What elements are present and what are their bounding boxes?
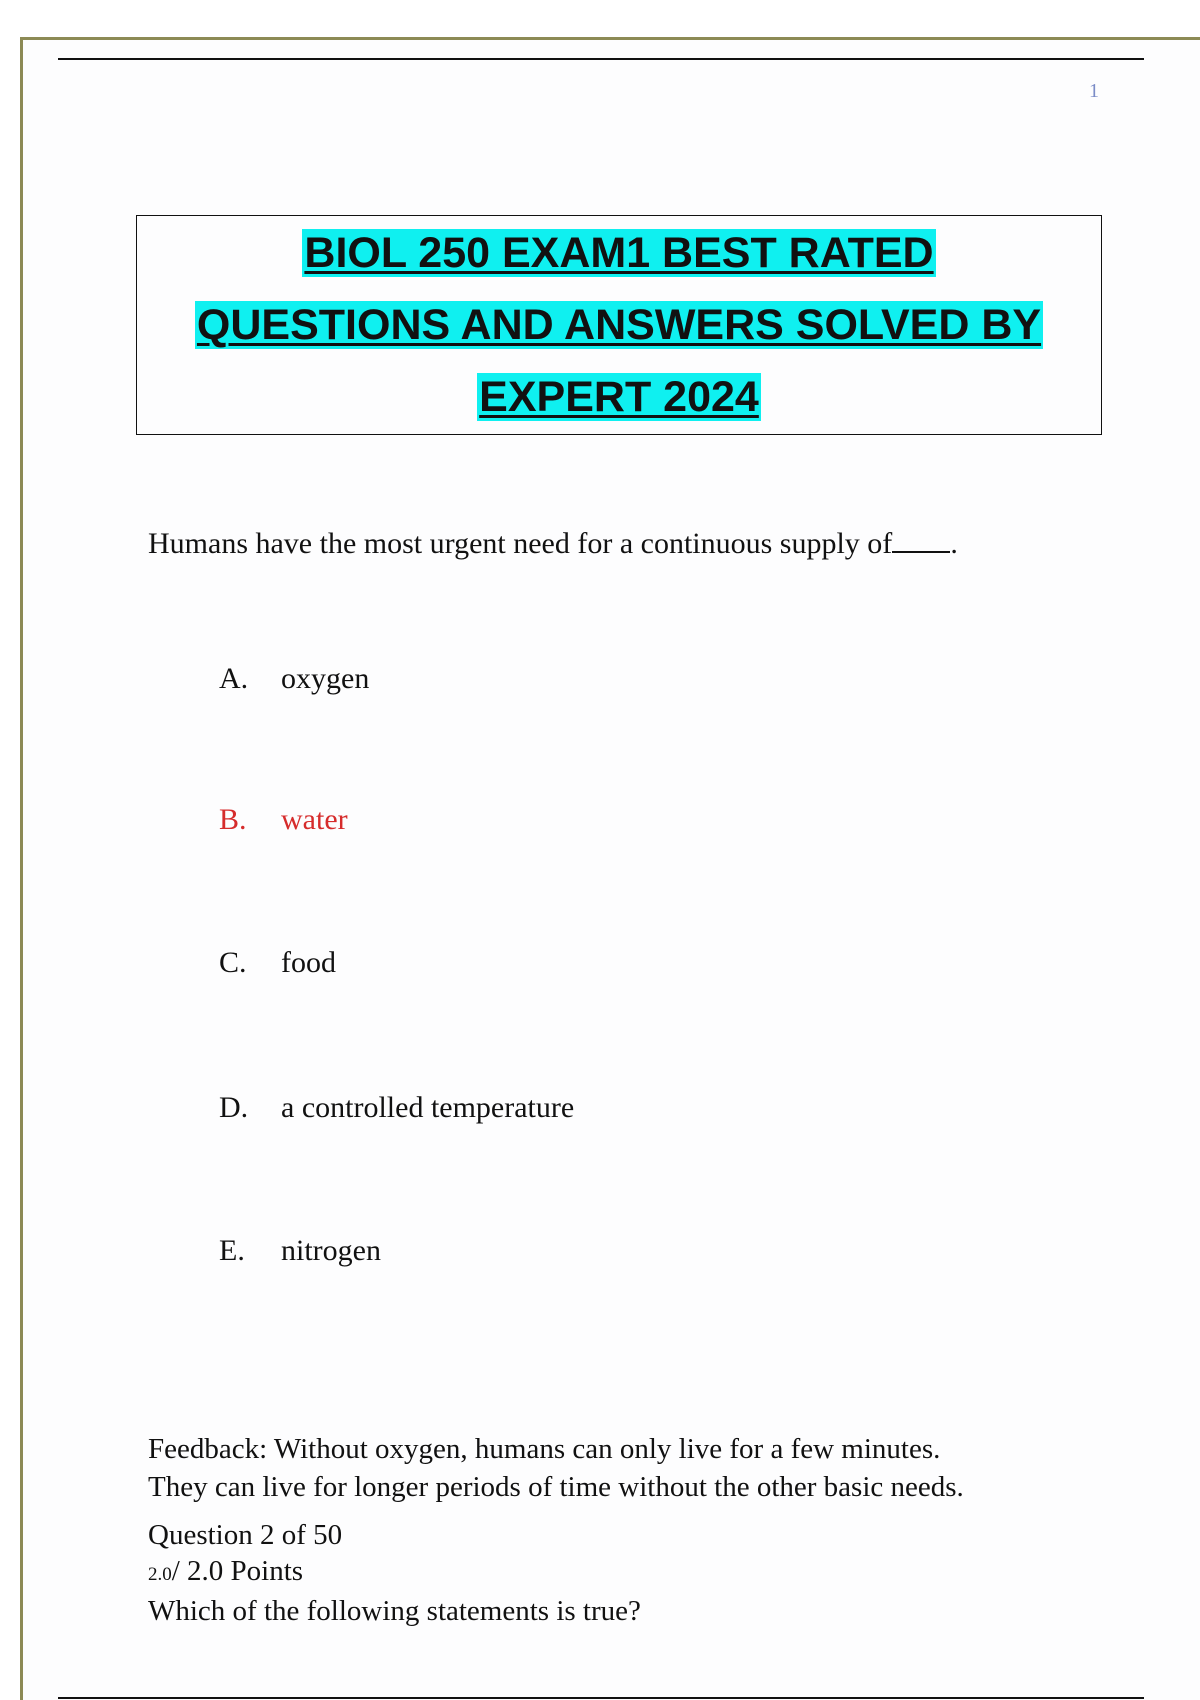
title-line-3: EXPERT 2024 xyxy=(479,373,759,421)
question-1-text: Humans have the most urgent need for a continuous supply of . xyxy=(148,527,958,560)
title-line-1: BIOL 250 EXAM1 BEST RATED xyxy=(304,229,934,277)
footer-rule xyxy=(58,1697,1144,1699)
header-rule xyxy=(58,58,1144,60)
option-letter: B. xyxy=(219,803,247,836)
feedback-line-1: Feedback: Without oxygen, humans can only live for a few minutes. xyxy=(148,1433,941,1465)
option-letter: C. xyxy=(219,946,247,979)
option-a xyxy=(219,662,369,696)
title-line-2: QUESTIONS AND ANSWERS SOLVED BY xyxy=(196,301,1042,349)
points-total: / 2.0 Points xyxy=(171,1555,304,1587)
document-page xyxy=(20,37,1200,1700)
option-b xyxy=(219,803,348,837)
option-letter: E. xyxy=(219,1234,245,1267)
question-2-info xyxy=(148,1517,641,1630)
option-e xyxy=(219,1234,381,1268)
option-text: water xyxy=(281,803,348,836)
option-letter: D. xyxy=(219,1091,249,1124)
option-letter: A. xyxy=(219,662,249,695)
option-c xyxy=(219,946,336,980)
title-box xyxy=(136,215,1102,435)
points-earned: 2.0 xyxy=(148,1564,172,1585)
option-text: oxygen xyxy=(281,662,370,695)
question-number: Question 2 of 50 xyxy=(148,1519,343,1551)
option-text: a controlled temperature xyxy=(281,1091,575,1124)
option-text: nitrogen xyxy=(281,1234,381,1267)
question-2-text: Which of the following statements is true? xyxy=(148,1595,641,1627)
question-points xyxy=(148,1553,641,1593)
option-text: food xyxy=(281,946,336,979)
option-d xyxy=(219,1091,574,1125)
feedback-line-2: They can live for longer periods of time without the other basic needs. xyxy=(148,1471,964,1503)
page-number: 1 xyxy=(1089,80,1099,102)
answer-blank xyxy=(892,529,950,553)
feedback xyxy=(148,1430,1128,1506)
